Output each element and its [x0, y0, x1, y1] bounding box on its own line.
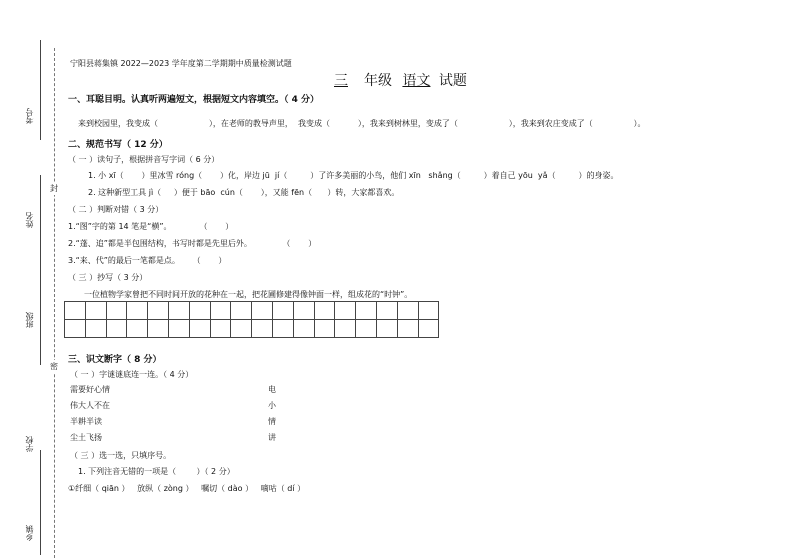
grid-cell[interactable] [252, 302, 273, 320]
section-2-title: 二、规范书写（ 12 分） [68, 140, 168, 150]
section-3-sub3: （ 三 ）选一选，只填序号。 [70, 451, 172, 460]
grid-cell[interactable] [314, 320, 335, 338]
judge-3: 3.“来、代”的最后一笔都是点。 （ ） [68, 256, 227, 265]
seal-char-mi: 密 [50, 362, 58, 371]
section-2-pinyin-line-1: 1. 小 xī（ ）里冰雪 róng（ ）化，岸边 jū jí（ ）了许多美丽的小鸟，他们 xīn shǎng（ ）着自己 yōu yǎ（ ）的身姿。 [88, 171, 619, 180]
grade-suffix: 年级 [364, 73, 392, 89]
grid-cell[interactable] [168, 302, 189, 320]
grid-cell[interactable] [65, 320, 86, 338]
grid-cell[interactable] [314, 302, 335, 320]
binding-line [40, 40, 41, 140]
riddle-answer: 讲 [268, 433, 276, 442]
grid-cell[interactable] [106, 320, 127, 338]
judge-1: 1.“图”字的第 14 笔是“横”。 （ ） [68, 222, 234, 231]
riddle-answer: 小 [268, 401, 276, 410]
riddle-answer: 情 [268, 417, 276, 426]
writing-grid [64, 301, 439, 338]
grid-cell[interactable] [189, 302, 210, 320]
grid-cell[interactable] [272, 302, 293, 320]
copy-text: 一位植物学家曾把不同时间开放的花种在一起，把花圃修建得像钟面一样，组成花的“时钟”。 [84, 290, 413, 299]
label-exam-number: 考号 [25, 108, 34, 124]
grid-cell[interactable] [168, 320, 189, 338]
grid-cell[interactable] [252, 320, 273, 338]
grid-cell[interactable] [397, 302, 418, 320]
section-1-line: 来到校园里，我变成（ ），在老师的教导声里， 我变成（ ），我来到树林里，变成了（ ），我来到农庄变成了（ ）。 [78, 119, 646, 128]
grid-cell[interactable] [397, 320, 418, 338]
label-name: 姓名 [25, 212, 34, 228]
grid-cell[interactable] [65, 302, 86, 320]
riddle-item: 需要好心情 [70, 385, 110, 394]
section-1-title: 一、耳聪目明。认真听两遍短文，根据短文内容填空。（ 4 分） [68, 95, 320, 105]
grid-cell[interactable] [356, 320, 377, 338]
question-1: 1. 下列注音无错的一项是（ ）（ 2 分） [78, 467, 235, 476]
grid-cell[interactable] [148, 320, 169, 338]
grid-cell[interactable] [293, 302, 314, 320]
grid-cell[interactable] [376, 302, 397, 320]
grid-row [65, 320, 439, 338]
grid-cell[interactable] [335, 302, 356, 320]
grid-cell[interactable] [127, 302, 148, 320]
grid-cell[interactable] [293, 320, 314, 338]
grid-cell[interactable] [231, 320, 252, 338]
seal-char-feng: 封 [50, 184, 58, 193]
grid-cell[interactable] [418, 302, 439, 320]
grid-row [65, 302, 439, 320]
grid-cell[interactable] [85, 320, 106, 338]
grid-cell[interactable] [127, 320, 148, 338]
section-3-title: 三、识文断字（ 8 分） [68, 355, 162, 365]
riddle-item: 半耕半读 [70, 417, 102, 426]
grid-cell[interactable] [106, 302, 127, 320]
section-3-sub1: （ 一 ）字谜谜底连一连。（ 4 分） [70, 370, 194, 379]
riddle-item: 尘土飞扬 [70, 433, 102, 442]
exam-word: 试题 [438, 73, 467, 89]
grid-cell[interactable] [85, 302, 106, 320]
riddle-answer: 电 [268, 385, 276, 394]
grid-cell[interactable] [189, 320, 210, 338]
subject-value: 语文 [402, 73, 431, 89]
grid-cell[interactable] [210, 320, 231, 338]
label-school: 学校 [25, 436, 34, 452]
grid-cell[interactable] [272, 320, 293, 338]
grid-cell[interactable] [356, 302, 377, 320]
riddle-item: 伟大人不在 [70, 401, 110, 410]
label-class: 班级 [25, 312, 34, 328]
section-2-sub1: （ 一 ）读句子，根据拼音写字词（ 6 分） [68, 155, 220, 164]
grid-cell[interactable] [148, 302, 169, 320]
grade-value: 三 [334, 73, 348, 89]
seal-dashed-line [54, 48, 55, 558]
grid-cell[interactable] [231, 302, 252, 320]
label-township: 乡镇 [25, 525, 34, 541]
judge-2: 2.“蓬、追”都是半包围结构，书写时都是先里后外。 （ ） [68, 239, 317, 248]
section-2-sub2: （ 二 ）判断对错（ 3 分） [68, 205, 164, 214]
grid-cell[interactable] [376, 320, 397, 338]
binding-line [40, 175, 41, 365]
binding-line [40, 450, 41, 555]
section-2-sub3: （ 三 ）抄写（ 3 分） [68, 273, 148, 282]
exam-title [322, 70, 467, 90]
section-2-pinyin-line-2: 2. 这种新型工具 jì（ ）便于 bāo cún（ ），又能 fēn（ ）转，大家都喜欢。 [88, 188, 400, 197]
question-1-options: ①纤细（ qiān ） 放纵（ zòng ） 嘱切（ dào ） 嘀咕（ dí ） [68, 484, 306, 493]
grid-cell[interactable] [210, 302, 231, 320]
grid-cell[interactable] [335, 320, 356, 338]
institution-line: 宁阳县蒋集镇 2022—2023 学年度第二学期期中质量检测试题 [70, 59, 292, 68]
grid-cell[interactable] [418, 320, 439, 338]
